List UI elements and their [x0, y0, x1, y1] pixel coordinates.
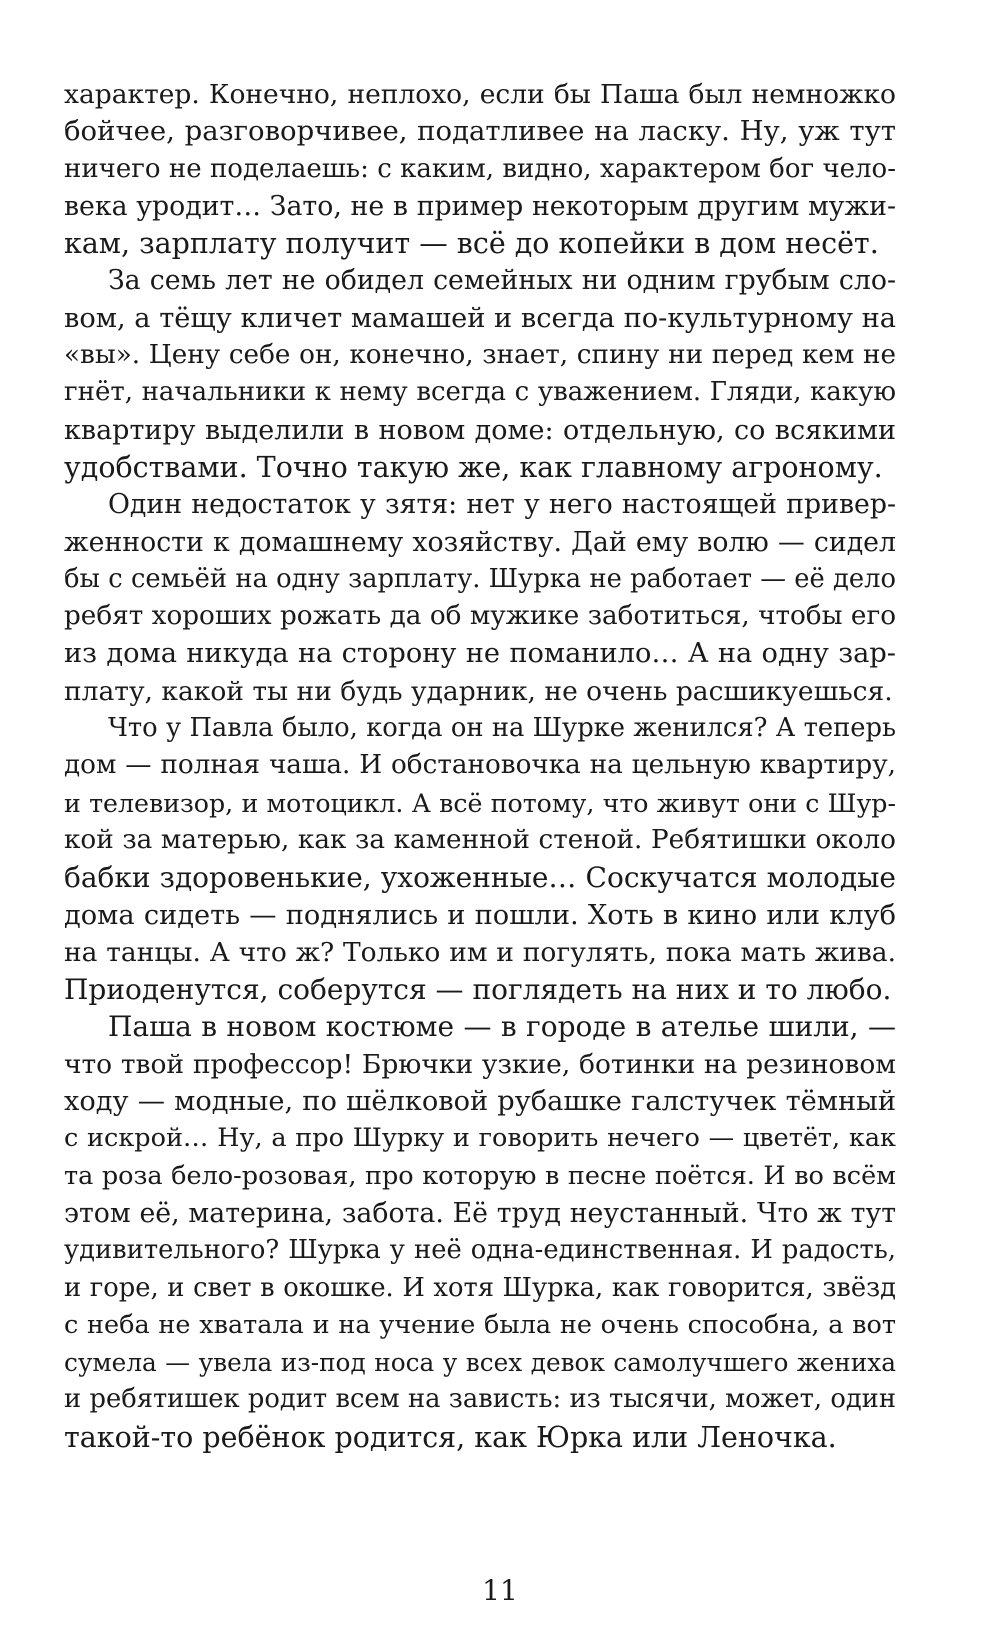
paragraph-3 — [64, 486, 896, 710]
text-line: ничего не поделаешь: с каким, видно, характером бог чело- — [64, 153, 896, 184]
text-line: такой-то ребёнок родится, как Юрка или Леночка. — [64, 1420, 837, 1454]
text-line: этом её, материна, забота. Её труд неустанный. Что ж тут — [64, 1197, 896, 1229]
text-line: «вы». Цену себе он, конечно, знает, спину ни перед кем не — [64, 340, 896, 371]
text-line: что твой профессор! Брючки узкие, ботинки на резиновом — [64, 1048, 896, 1080]
text-line: на танцы. А что ж? Только им и погулять, пока мать жива. — [64, 936, 896, 968]
text-line: и телевизор, и мотоцикл. А всё потому, что живут они с Шур- — [64, 788, 896, 818]
text-line: характер. Конечно, неплохо, если бы Паша был немножко — [64, 79, 896, 110]
page-body — [64, 76, 896, 1456]
page-number: 11 — [482, 1574, 518, 1607]
text-line: бойчее, разговорчивее, податливее на ласку. Ну, уж тут — [64, 115, 896, 148]
text-line: бы с семьёй на одну зарплату. Шурка не работает — её дело — [64, 563, 896, 594]
text-line: плату, какой ты ни будь ударник, не очень расшикуешься. — [64, 675, 893, 707]
text-line: из дома никуда на сторону не поманило… А на одну зар- — [64, 638, 896, 670]
text-line: та роза бело-розовая, про которую в песне поётся. И во всём — [64, 1160, 896, 1191]
paragraph-5 — [64, 1008, 896, 1456]
text-line: века уродит… Зато, не в пример некоторым другим мужи- — [64, 190, 896, 222]
text-line: ребят хороших рожать да об мужике заботиться, чтобы его — [64, 601, 896, 632]
text-line: кой за матерью, как за каменной стеной. Ребятишки около — [64, 824, 896, 855]
text-line: и горе, и свет в окошке. И хотя Шурка, как говорится, звёзд — [64, 1272, 896, 1303]
text-line: За семь лет не обидел семейных ни одним грубым сло- — [108, 265, 896, 297]
text-line: Паша в новом костюме — в городе в ателье шили, — — [108, 1010, 896, 1044]
text-line: Что у Павла было, когда он на Шурке женился? А теперь — [108, 713, 896, 744]
text-line: удобствами. Точно такую же, как главному агроному. — [64, 450, 883, 484]
paragraph-4 — [64, 710, 896, 1008]
text-line: вом, а тёщу кличет мамашей и всегда по-культурному на — [64, 302, 896, 334]
text-line: сумела — увела из-под носа у всех девок самолучшего жениха — [64, 1348, 896, 1378]
text-line: и ребятишек родит всем на зависть: из тысячи, может, один — [64, 1384, 896, 1415]
text-line: Приоденутся, соберутся — поглядеть на них и то любо. — [64, 973, 892, 1007]
text-line: удивительного? Шурка у неё одна-единственная. И радость, — [64, 1235, 896, 1266]
paragraph-1 — [64, 76, 896, 262]
text-line: дом — полная чаша. И обстановочка на цельную квартиру, — [64, 750, 896, 781]
text-line: бабки здоровенькие, ухоженные… Соскучатся молодые — [64, 861, 896, 895]
text-line: женности к домашнему хозяйству. Дай ему волю — сидел — [64, 526, 896, 558]
text-line: квартиру выделили в новом доме: отдельную, со всякими — [64, 414, 896, 446]
text-line: с искрой… Ну, а про Шурку и говорить нечего — цветёт, как — [64, 1123, 896, 1154]
paragraph-2 — [64, 262, 896, 486]
text-line: ходу — модные, по шёлковой рубашке галстучек тёмный — [64, 1086, 896, 1118]
text-line: Один недостаток у зятя: нет у него настоящей привер- — [108, 489, 896, 521]
text-line: гнёт, начальники к нему всегда с уважением. Гляди, какую — [64, 377, 896, 408]
text-line: дома сидеть — поднялись и пошли. Хоть в кино или клуб — [64, 899, 896, 931]
text-line: с неба не хватала и на учение была не очень способна, а вот — [64, 1309, 896, 1340]
text-line: кам, зарплату получит — всё до копейки в дом несёт. — [64, 227, 879, 261]
